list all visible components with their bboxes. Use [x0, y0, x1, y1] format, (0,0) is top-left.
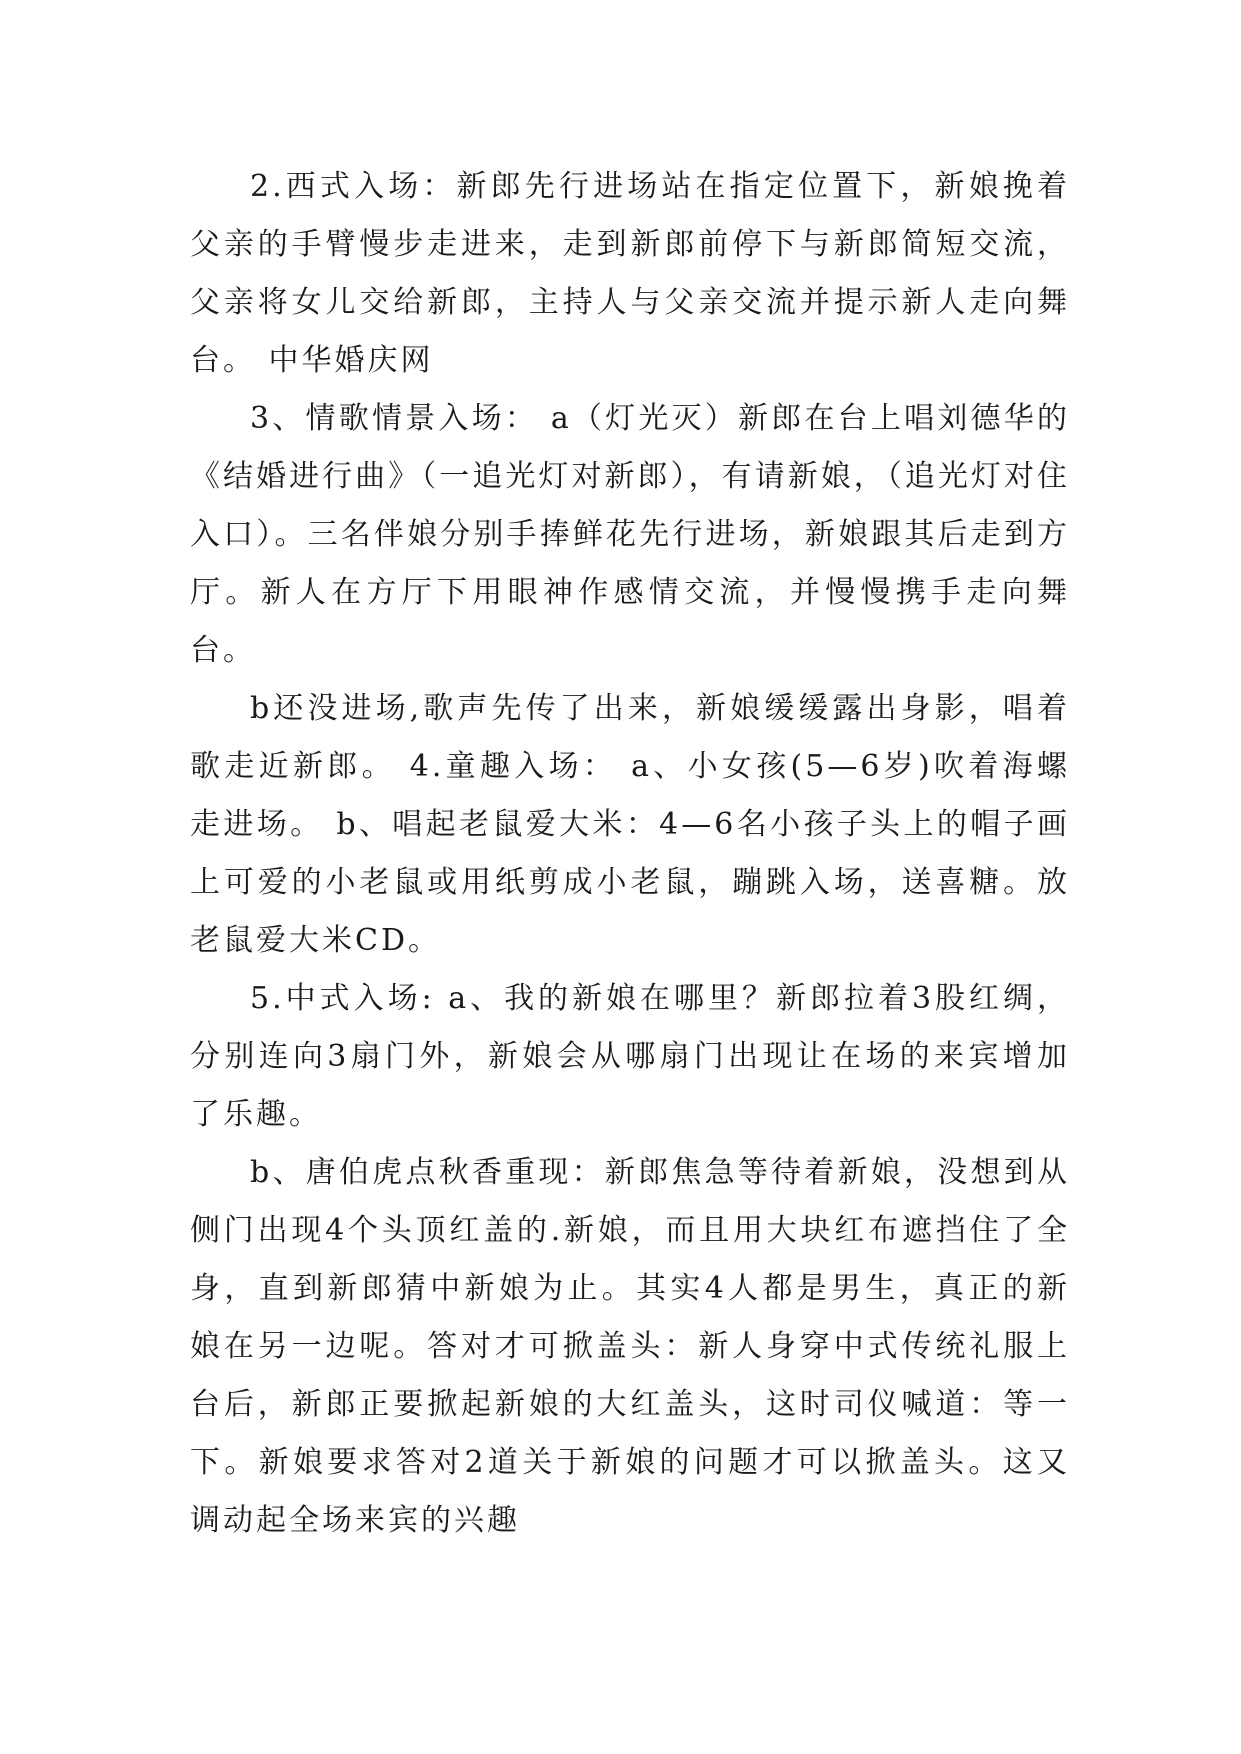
document-body	[190, 158, 1070, 1550]
paragraph-singing-and-kids-entrance: b还没进场,歌声先传了出来，新娘缓缓露出身影，唱着歌走近新郎。 4.童趣入场： a、小女孩(5—6岁)吹着海螺走进场。 b、唱起老鼠爱大米：4—6名小孩子头上的帽子画上可爱的小老鼠或用纸剪成小老鼠，蹦跳入场，送喜糖。放老鼠爱大米CD。	[190, 691, 1070, 958]
paragraph-tang-bohu-entrance: b、唐伯虎点秋香重现：新郎焦急等待着新娘，没想到从侧门出现4个头顶红盖的.新娘，而且用大块红布遮挡住了全身，直到新郎猜中新娘为止。其实4人都是男生，真正的新娘在另一边呢。答对才可掀盖头：新人身穿中式传统礼服上台后，新郎正要掀起新娘的大红盖头，这时司仪喊道：等一下。新娘要求答对2道关于新娘的问题才可以掀盖头。这又调动起全场来宾的兴趣	[190, 1155, 1070, 1538]
paragraph-chinese-entrance: 5.中式入场: a、我的新娘在哪里？新郎拉着3股红绸，分别连向3扇门外，新娘会从哪扇门出现让在场的来宾增加了乐趣。	[190, 981, 1070, 1132]
paragraph-western-entrance: 2.西式入场：新郎先行进场站在指定位置下，新娘挽着父亲的手臂慢步走进来，走到新郎前停下与新郎简短交流，父亲将女儿交给新郎，主持人与父亲交流并提示新人走向舞台。 中华婚庆网	[190, 169, 1070, 378]
paragraph-love-song-entrance: 3、情歌情景入场： a（灯光灭）新郎在台上唱刘德华的《结婚进行曲》（一追光灯对新郎），有请新娘，（追光灯对住入口）。三名伴娘分别手捧鲜花先行进场，新娘跟其后走到方厅。新人在方厅下用眼神作感情交流，并慢慢携手走向舞台。	[190, 401, 1070, 668]
